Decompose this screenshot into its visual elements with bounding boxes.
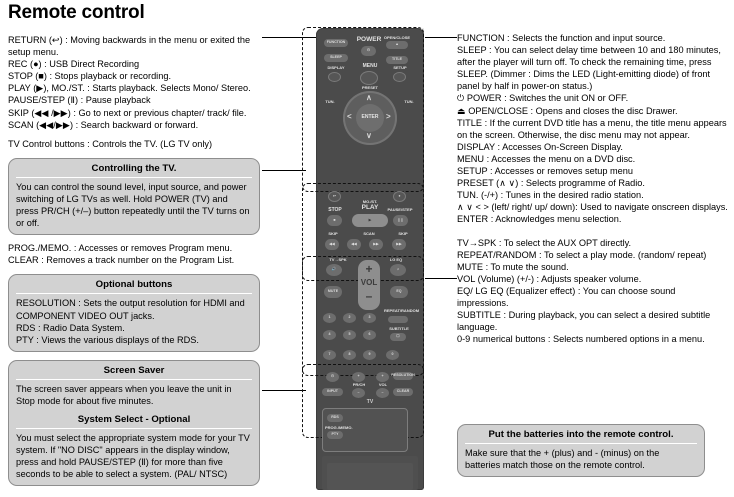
spec-function: FUNCTION : Selects the function and input source.: [457, 33, 666, 43]
remote-tv-group-label: TV: [366, 399, 374, 405]
panel-battery-note: [457, 424, 705, 477]
remote-pause-step-button[interactable]: ❙❙: [393, 215, 408, 226]
right-spec-group-top: [457, 32, 729, 226]
remote-resolution-button[interactable]: RESOLUTION: [393, 372, 413, 380]
remote-battery-cover-inner: [327, 463, 413, 490]
remote-display-label: DISPLAY: [327, 65, 345, 70]
remote-number-3[interactable]: 3: [363, 313, 376, 323]
remote-title-label: TITLE: [392, 57, 402, 62]
button-spec-list: [8, 34, 260, 131]
remote-title-button[interactable]: [386, 56, 408, 64]
page-title: Remote control: [8, 2, 145, 23]
panel-battery-note-body: Make sure that the + (plus) and - (minus) on the batteries match those on the remote control.: [465, 448, 660, 471]
spec-repeat-random: REPEAT/RANDOM : To select a play mode. (random/ repeat): [457, 249, 707, 260]
spec-navigation: ∧ ∨ < > (left/ right/ up/ down): Used to navigate onscreen displays.: [457, 202, 728, 213]
battery-note-wrapper: [457, 424, 705, 477]
remote-setup-label: SETUP: [393, 65, 407, 70]
panel-screen-saver-title: Screen Saver: [16, 364, 252, 380]
left-column: [8, 34, 260, 486]
spec-return: RETURN (↩) : Moving backwards in the menu or exited the setup menu.: [8, 35, 251, 58]
remote-number-7[interactable]: 7: [323, 350, 336, 360]
panel-battery-note-title: Put the batteries into the remote control.: [465, 428, 697, 444]
spec-prog-memo: PROG./MEMO. : Accesses or removes Program menu.: [8, 243, 233, 254]
remote-tvvol-plus-button[interactable]: +: [376, 372, 389, 382]
remote-number-0[interactable]: 0: [386, 350, 399, 360]
remote-prch-label: PR/CH: [352, 382, 366, 387]
remote-preset-label: PRESET: [361, 85, 378, 90]
remote-mute-label: MUTE: [327, 289, 339, 294]
panel-controlling-the-tv: [8, 158, 260, 235]
remote-mo-st-label: MO./ST.: [362, 199, 378, 204]
remote-function-button[interactable]: [324, 39, 348, 47]
remote-tv-power-button[interactable]: ⏻: [326, 372, 339, 382]
remote-input-button[interactable]: INPUT: [322, 388, 343, 396]
remote-sleep-button[interactable]: [324, 54, 348, 62]
remote-subtitle-label: SUBTITLE: [389, 326, 409, 331]
remote-pause-step-label: PAUSE/STEP: [387, 207, 413, 212]
remote-function-label: FUNCTION: [326, 40, 346, 45]
panel-optional-pty: PTY : Views the various displays of the RDS.: [16, 334, 199, 345]
remote-scan-back-button[interactable]: ◀◀: [347, 239, 361, 250]
remote-tvvol-minus-button[interactable]: –: [376, 388, 389, 398]
spec-sleep: SLEEP : You can select delay time between 10 and 180 minutes, after the player will turn off. To check the remaining time, press SLEEP. (Dimmer : Dims the LED (Light-emitting diode) of front panel by half in power-on status.): [457, 45, 721, 92]
remote-play-label: PLAY: [361, 204, 379, 211]
spec-mute: MUTE : To mute the sound.: [457, 261, 569, 272]
remote-open-close-label: OPEN/CLOSE: [383, 35, 411, 40]
remote-menu-label: MENU: [362, 63, 378, 69]
remote-tv-spk-label: TV→SPK: [329, 257, 347, 262]
remote-number-4[interactable]: 4: [323, 330, 336, 340]
panel-optional-buttons-title: Optional buttons: [16, 278, 252, 294]
remote-number-6[interactable]: 6: [363, 330, 376, 340]
remote-prog-memo-label: PROG./MEMO.: [325, 425, 353, 430]
spec-open-close: ⏏ OPEN/CLOSE : Opens and closes the disc Drawer.: [457, 105, 678, 116]
remote-pty-button[interactable]: PTY: [327, 431, 343, 439]
remote-power-label: POWER: [356, 36, 382, 43]
remote-mute-button[interactable]: [324, 286, 342, 298]
panel-optional-resolution: RESOLUTION : Sets the output resolution for HDMI and COMPONENT VIDEO OUT jacks.: [16, 298, 245, 321]
panel-controlling-the-tv-title: Controlling the TV.: [16, 162, 252, 178]
remote-tun-right-label: TUN.: [404, 99, 414, 104]
remote-prch-plus-button[interactable]: +: [352, 372, 365, 382]
spec-stop: STOP (■) : Stops playback or recording.: [8, 71, 171, 82]
panel-controlling-the-tv-body: You can control the sound level, input source, and power switching of LG TVs as well. Hold POWER (TV) and press PR/CH (+/–) button repeatedly until the TV turns on or off.: [16, 181, 250, 229]
remote-repeat-random-label: REPEAT/RANDOM: [384, 308, 420, 313]
panel-screen-saver: [8, 360, 260, 487]
spec-play: PLAY (▶), MO./ST. : Starts playback. Selects Mono/ Stereo.: [8, 83, 251, 94]
spec-preset: PRESET (∧ ∨) : Selects programme of Radio.: [457, 178, 645, 189]
remote-repeat-random-button[interactable]: [388, 316, 408, 323]
remote-dpad-left-icon[interactable]: <: [347, 112, 352, 121]
remote-control-diagram: [300, 28, 440, 490]
remote-vol-plus[interactable]: +: [365, 262, 373, 276]
remote-lg-eq-label: LG EQ: [389, 257, 403, 262]
remote-number-5[interactable]: 5: [343, 330, 356, 340]
remote-vol-rocker[interactable]: [358, 260, 380, 310]
panel-optional-rds: RDS : Radio Data System.: [16, 322, 125, 333]
remote-number-1[interactable]: 1: [323, 313, 336, 323]
remote-power-button[interactable]: ⏻: [361, 46, 376, 56]
remote-scan-label: SCAN: [363, 231, 375, 236]
remote-rds-button[interactable]: RDS: [327, 414, 343, 422]
remote-tun-left-label: TUN.: [325, 99, 335, 104]
remote-tv-spk-button[interactable]: 🔊: [326, 264, 342, 276]
remote-skip-left-label: SKIP: [328, 231, 338, 236]
remote-stop-button[interactable]: ■: [327, 215, 342, 226]
remote-number-9[interactable]: 9: [363, 350, 376, 360]
remote-scan-fwd-button[interactable]: ▶▶: [369, 239, 383, 250]
spec-rec: REC (●) : USB Direct Recording: [8, 59, 140, 70]
spec-enter: ENTER : Acknowledges menu selection.: [457, 214, 622, 225]
remote-rec-button[interactable]: ●: [393, 191, 406, 202]
remote-open-close-button[interactable]: ▲: [386, 41, 408, 49]
remote-eq-button[interactable]: [390, 286, 408, 298]
spec-numerical: 0-9 numerical buttons : Selects numbered options in a menu.: [457, 334, 705, 345]
spec-setup: SETUP : Accesses or removes setup menu: [457, 166, 633, 177]
remote-eq-label: EQ: [396, 289, 402, 294]
spec-scan: SCAN (◀◀/▶▶) : Search backward or forward.: [8, 119, 199, 130]
spec-clear: CLEAR : Removes a track number on the Program List.: [8, 255, 235, 266]
remote-enter-label: ENTER: [361, 114, 379, 121]
remote-dpad-down-icon[interactable]: ∨: [366, 131, 372, 140]
spec-tv-spk: TV→SPK : To select the AUX OPT directly.: [457, 237, 632, 248]
spec-tun: TUN. (-/+) : Tunes in the desired radio station.: [457, 190, 644, 201]
remote-clear-button[interactable]: CLEAR: [393, 388, 413, 396]
spec-display: DISPLAY : Accesses On-Screen Display.: [457, 141, 623, 152]
remote-setup-button[interactable]: [393, 72, 406, 82]
spec-vol: VOL (Volume) (+/-) : Adjusts speaker volume.: [457, 273, 642, 284]
panel-optional-buttons: [8, 274, 260, 351]
panel-screen-saver-body: The screen saver appears when you leave the unit in Stop mode for about five minutes.: [16, 383, 232, 406]
spec-tv-control: TV Control buttons : Controls the TV. (LG TV only): [8, 138, 213, 149]
right-column: [457, 32, 729, 345]
remote-menu-button[interactable]: [360, 71, 378, 85]
spec-title: TITLE : If the current DVD title has a menu, the title menu appears on the screen. Otherwise, the disc menu may not appear.: [457, 117, 727, 140]
remote-sleep-label: SLEEP: [330, 55, 342, 60]
panel-system-select-title: System Select - Optional: [16, 407, 252, 429]
remote-prch-minus-button[interactable]: –: [352, 388, 365, 398]
remote-dpad-up-icon[interactable]: ∧: [366, 93, 372, 102]
spec-skip: SKIP (◀◀ /▶▶) : Go to next or previous chapter/ track/ file.: [8, 107, 247, 118]
remote-dpad-right-icon[interactable]: >: [386, 112, 391, 121]
remote-display-button[interactable]: [328, 72, 341, 82]
spec-eq: EQ/ LG EQ (Equalizer effect) : You can choose sound impressions.: [457, 285, 676, 308]
remote-skip-right-label: SKIP: [398, 231, 408, 236]
spec-power: ⏻ POWER : Switches the unit ON or OFF.: [457, 93, 629, 104]
spec-pause-step: PAUSE/STEP (Ⅱ) : Pause playback: [8, 95, 151, 106]
panel-system-select-body: You must select the appropriate system mode for your TV system. If "NO DISC" appears in the display window, press and hold PAUSE/STEP (Ⅱ) for more than five seconds to be able to select a system. (PAL/ NTSC): [16, 432, 250, 480]
remote-skip-prev-button[interactable]: ◀◀: [325, 239, 339, 250]
remote-play-button[interactable]: ▶: [352, 214, 388, 227]
spec-subtitle: SUBTITLE : During playback, you can select a desired subtitle language.: [457, 310, 711, 333]
remote-subtitle-button[interactable]: ☐: [390, 333, 406, 341]
remote-stop-label: STOP: [328, 207, 342, 213]
remote-vol-minus[interactable]: –: [365, 289, 373, 303]
remote-tvvol-label: VOL: [378, 382, 388, 387]
remote-lg-eq-button[interactable]: ♫: [390, 264, 406, 276]
right-spec-group-bottom: [457, 237, 729, 346]
remote-skip-next-button[interactable]: ▶▶: [392, 239, 406, 250]
spec-menu: MENU : Accesses the menu on a DVD disc.: [457, 153, 636, 164]
remote-number-2[interactable]: 2: [343, 313, 356, 323]
remote-vol-label: VOL: [360, 278, 378, 287]
remote-return-button[interactable]: ↩: [328, 191, 341, 202]
remote-enter-button[interactable]: [356, 104, 384, 132]
remote-number-8[interactable]: 8: [343, 350, 356, 360]
